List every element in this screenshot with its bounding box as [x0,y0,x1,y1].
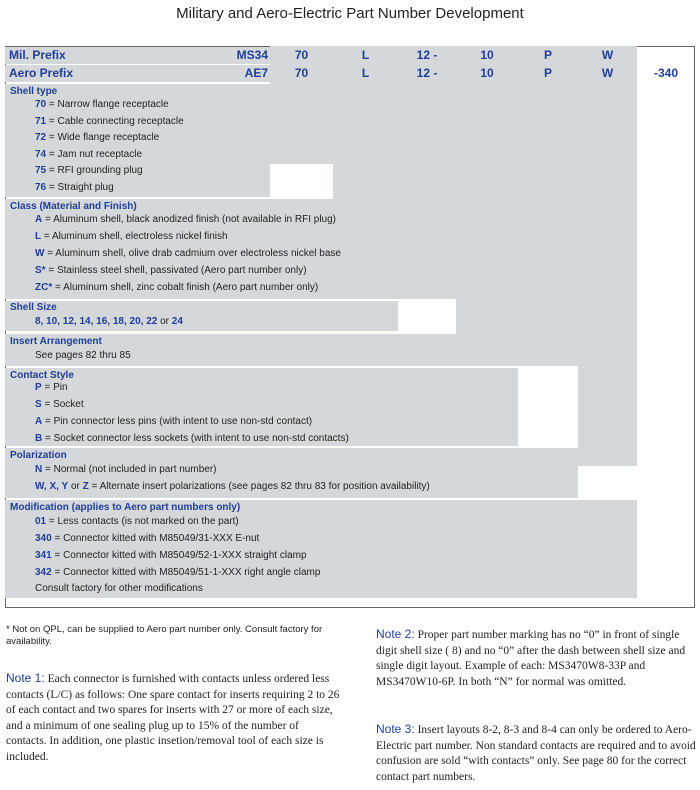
contact-item: B = Socket connector less sockets (with intent to use non-std contacts) [35,433,349,444]
column-class [333,46,398,299]
modification-item: Consult factory for other modifications [35,583,203,594]
aero-insert: 10 [480,66,494,80]
mil-prefix-row [5,47,637,64]
modification-heading: Modification (applies to Aero part numbers only) [10,502,241,513]
modification-item: 342 = Connector kitted with M85049/51-1-XXX right angle clamp [35,567,321,578]
shell-size-values: 8, 10, 12, 14, 16, 18, 20, 22 or 24 [35,316,183,327]
class-item: S* = Stainless steel shell, passivated (Aero part number only) [35,265,307,276]
aero-modification: -340 [653,66,679,80]
shell-type-heading: Shell type [10,86,58,97]
aero-prefix-label: Aero Prefix [9,66,74,80]
class-item: ZC* = Aluminum shell, zinc cobalt finish (Aero part number only) [35,282,319,293]
mil-class: L [361,48,370,62]
polarization-heading: Polarization [10,450,67,461]
shell-size-heading: Shell Size [10,302,57,313]
footnote: * Not on QPL, can be supplied to Aero part number only. Consult factory for availability. [6,624,323,647]
note-1: Note 1: Each connector is furnished with contacts unless ordered less contacts (L/C) as follows: One spare contact for inserts requiring 2 to 26 of each contact and two spares for inserts with 27 or more of each size, and a minimum of one sealing plug up to 15% of the number of contacts. In addition, one plastic insetion/removal tool of each size is included. [6,671,340,763]
mil-shell-size: 12 - [416,48,438,62]
contact-item: A = Pin connector less pins (with intent to use non-std contact) [35,416,313,427]
contact-heading: Contact Style [10,370,74,381]
polarization-item: N = Normal (not included in part number) [35,464,217,475]
shell-type-item: 72 = Wide flange receptacle [35,132,160,143]
mil-polarization: W [601,48,614,62]
modification-item: 341 = Connector kitted with M85049/52-1-XXX straight clamp [35,550,307,561]
contact-item: P = Pin [35,382,68,393]
class-item: A = Aluminum shell, black anodized finish (not available in RFI plug) [35,214,336,225]
aero-class: L [361,66,370,80]
mil-shell-type: 70 [294,48,309,62]
column-contact [518,46,578,366]
insert-heading: Insert Arrangement [10,336,102,347]
aero-contact: P [543,66,552,80]
shell-type-item: 76 = Straight plug [35,182,114,193]
shell-type-item: 70 = Narrow flange receptacle [35,99,169,110]
note-3: Note 3: Insert layouts 8-2, 8-3 and 8-4 can only be ordered to Aero-Electric part number. Non standard contacts are required and to avoid confusion are sold “with contacts” only. See page 80 for the correct contact part numbers. [376,722,696,783]
modification-item: 340 = Connector kitted with M85049/31-XXX E-nut [35,533,260,544]
column-insert [456,46,518,366]
note-2: Note 2: Proper part number marking has no “0” in front of single digit shell size ( 8) and no “0” after the dash between shell size and single digit layout. Example of each: MS3470W8-33P and MS3470W10-6P. In both “N” for normal was omitted. [376,627,686,688]
aero-shell-type: 70 [294,66,309,80]
mil-prefix-label: Mil. Prefix [9,48,66,62]
polarization-item: W, X, Y or Z = Alternate insert polarizations (see pages 82 thru 83 for position availability) [35,481,430,492]
aero-ae7: AE7 [244,66,268,80]
mil-insert: 10 [480,48,494,62]
mil-ms34: MS34 [236,48,268,62]
shell-type-item: 71 = Cable connecting receptacle [35,116,184,127]
aero-shell-size: 12 - [416,66,438,80]
class-item: W = Aluminum shell, olive drab cadmium over electroless nickel base [35,248,341,259]
column-polarization [578,46,637,466]
insert-text: See pages 82 thru 85 [35,350,131,361]
mil-contact: P [543,48,552,62]
modification-item: 01 = Less contacts (is not marked on the part) [35,516,239,527]
aero-polarization: W [601,66,614,80]
contact-item: S = Socket [35,399,84,410]
shell-type-item: 74 = Jam nut receptacle [35,149,143,160]
column-shell-size [398,46,456,299]
shell-type-item: 75 = RFI grounding plug [35,165,143,176]
class-heading: Class (Material and Finish) [10,201,137,212]
class-item: L = Aluminum shell, electroless nickel finish [35,231,228,242]
aero-prefix-row [5,65,637,82]
page-title: Military and Aero-Electric Part Number Development [176,5,524,22]
